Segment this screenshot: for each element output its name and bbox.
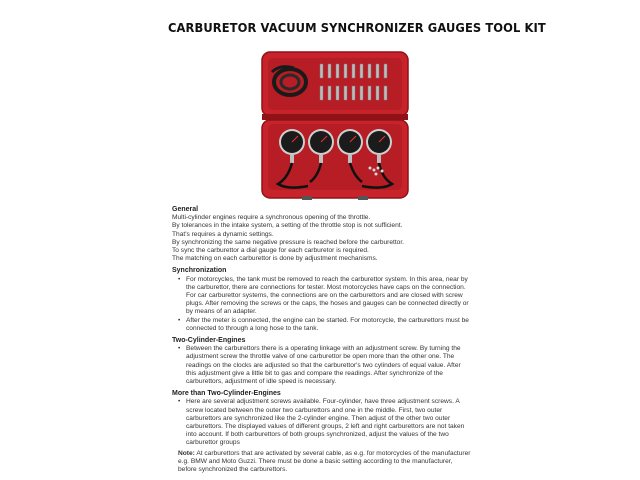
- two-cylinder-list: [172, 345, 472, 386]
- instructions-body: [172, 206, 472, 474]
- list-item: • For motorcycles, the tank must be removed to reach the carburettor system. In this area, near by the carburettor, there are connections for tester. Most motorcycles have caps on the connection. For car carburettor systems, the connections are on the carburettors and are closed with screw plugs. After removing the screws or the caps, the hoses and gauges can be connected directly or by means of an adapter.: [186, 276, 472, 317]
- general-line: The matching on each carburettor is done by adjustment mechanisms.: [172, 255, 378, 263]
- heading-synchronization: Synchronization: [172, 267, 227, 275]
- more-than-two-list: [172, 398, 472, 447]
- list-item: • After the meter is connected, the engine can be started. For motorcycle, the carburettors must be connected to through a long hose to the tank.: [186, 317, 472, 333]
- list-item: • Here are several adjustment screws available. Four-cylinder, have three adjustment screws. A screw located between the outer two carburettors and one in the middle. First, two outer carburettors are synchronized like the 2-cylinder engine. Then adjust of the other two outer carburettors. The displayed values of different groups, 2 left and right carburettors are not taken into account. If both carburettors of both groups synchronized, adjust the values of the two carburettor groups: [186, 398, 472, 447]
- general-line: By tolerances in the intake system, a setting of the throttle stop is not sufficient.: [172, 222, 403, 230]
- note-label: Note:: [178, 449, 195, 457]
- general-line: That's requires a dynamic settings.: [172, 230, 274, 238]
- tool-kit-photo: [258, 50, 412, 202]
- heading-general: General: [172, 206, 199, 213]
- synchronization-list: [172, 276, 472, 333]
- heading-two-cylinder: Two-Cylinder-Engines: [172, 337, 246, 345]
- general-line: To sync the carburettor a dial gauge for each carburetor is required.: [172, 247, 369, 255]
- list-item: • Between the carburettors there is a operating linkage with an adjustment screw. By turning the adjustment screw the throttle valve of one carburettor be open more than the other one. The readings on the clocks are adjusted so that the carburettor's two cylinders of equal value. After this adjustment give a little bit to gas and compare the readings. After synchronize of the carburettors, adjustment of idle speed is necessary.: [186, 345, 472, 386]
- page-title: CARBURETOR VACUUM SYNCHRONIZER GAUGES TOOL KIT: [168, 20, 546, 35]
- general-line: By synchronizing the same negative pressure is reached before the carburettor.: [172, 238, 405, 246]
- heading-more-than-two: More than Two-Cylinder-Engines: [172, 390, 281, 398]
- note-paragraph: [172, 450, 472, 475]
- general-line: Multi-cylinder engines require a synchronous opening of the throttle.: [172, 214, 371, 222]
- note-text: At carburettors that are activated by several cable, as e.g. for motorcycles of the manufacturer e.g. BMW and Moto Guzzi. There must be done a basic setting according to the manufacturer, before synchronized the carburettors.: [178, 449, 471, 474]
